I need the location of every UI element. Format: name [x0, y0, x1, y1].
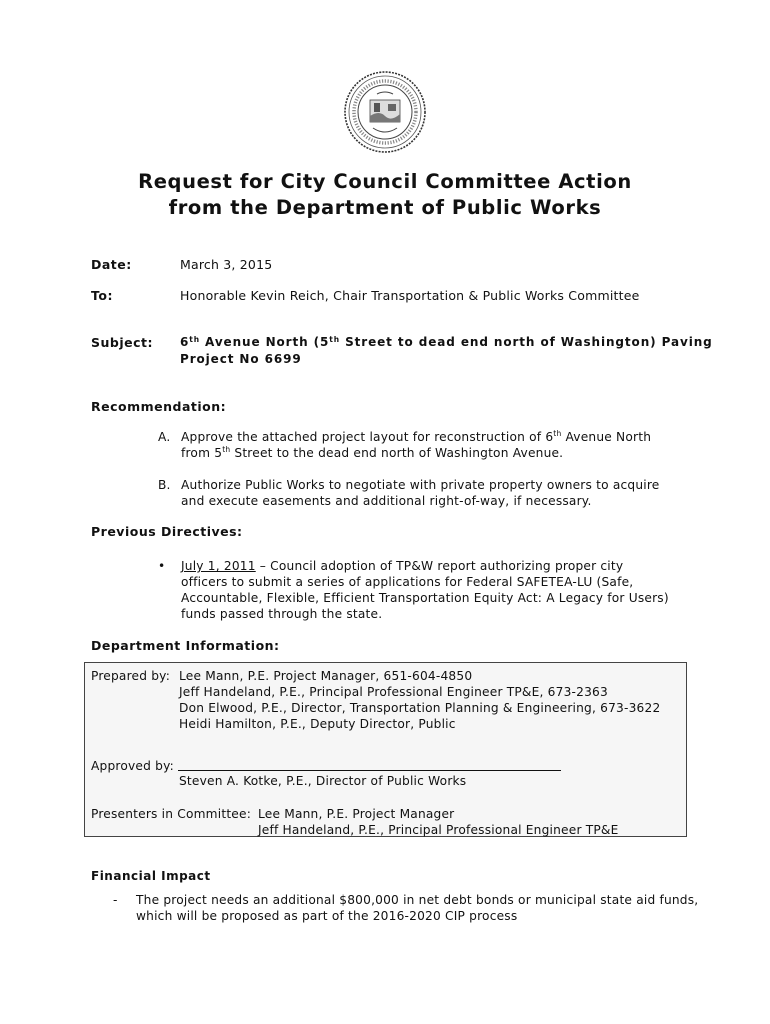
directive-text: – Council adoption of TP&W report authorizing proper city: [255, 559, 624, 573]
directive-line-2: officers to submit a series of applications for Federal SAFETEA-LU (Safe,: [181, 575, 634, 589]
to-label: To:: [91, 288, 113, 303]
rec-b-line-1: Authorize Public Works to negotiate with private property owners to acquire: [181, 478, 660, 492]
previous-directive-item: [181, 558, 701, 622]
to-value: Honorable Kevin Reich, Chair Transportation & Public Works Committee: [180, 288, 640, 303]
rec-b-text: [181, 477, 701, 509]
city-seal-icon: [343, 70, 427, 154]
preparer-line: Heidi Hamilton, P.E., Deputy Director, Public: [179, 717, 456, 731]
approver-name: Steven A. Kotke, P.E., Director of Public Works: [179, 774, 467, 788]
signature-line: [178, 770, 561, 771]
title-line-2: from the Department of Public Works: [168, 196, 602, 219]
rec-sup: th: [222, 445, 231, 454]
presenter-line: Lee Mann, P.E. Project Manager: [258, 807, 455, 821]
financial-impact-text: [136, 892, 736, 924]
rec-sup: th: [553, 429, 562, 438]
subject-line-2: Project No 6699: [180, 352, 302, 366]
subject-value: [180, 334, 713, 368]
financial-impact-heading: Financial Impact: [91, 869, 211, 883]
subject-sup: th: [329, 335, 341, 344]
subject-part: 6: [180, 335, 190, 349]
rec-part: Street to the dead end north of Washington Avenue.: [230, 446, 564, 460]
approved-by-label: Approved by:: [91, 759, 174, 773]
subject-part: Street to dead end north of Washington) Paving: [340, 335, 713, 349]
rec-b-marker: B.: [158, 478, 171, 492]
presenters-label: Presenters in Committee:: [91, 807, 251, 821]
rec-a-line-2: [181, 445, 681, 461]
rec-b-line-2: and execute easements and additional right-of-way, if necessary.: [181, 494, 592, 508]
rec-part: Approve the attached project layout for reconstruction of 6: [181, 430, 554, 444]
title-line-1: Request for City Council Committee Action: [138, 170, 632, 193]
rec-part: Avenue North: [561, 430, 652, 444]
directive-date-link: July 1, 2011: [181, 559, 256, 573]
subject-line-1: [180, 334, 713, 351]
rec-a-marker: A.: [158, 430, 171, 444]
rec-part: from 5: [181, 446, 223, 460]
preparer-line: Don Elwood, P.E., Director, Transportation Planning & Engineering, 673-3622: [179, 701, 661, 715]
directive-line-3: Accountable, Flexible, Efficient Transportation Equity Act: A Legacy for Users): [181, 591, 669, 605]
subject-label: Subject:: [91, 335, 153, 350]
bullet-icon: •: [158, 559, 166, 573]
directive-line-4: funds passed through the state.: [181, 607, 383, 621]
preparer-line: Lee Mann, P.E. Project Manager, 651-604-4850: [179, 669, 473, 683]
directive-line-1: [181, 558, 701, 574]
date-label: Date:: [91, 257, 132, 272]
department-info-heading: Department Information:: [91, 638, 280, 653]
previous-directives-heading: Previous Directives:: [91, 524, 243, 539]
prepared-by-label: Prepared by:: [91, 669, 170, 683]
rec-a-line-1: [181, 429, 681, 445]
subject-part: Avenue North (5: [199, 335, 330, 349]
financial-line-1: The project needs an additional $800,000 in net debt bonds or municipal state aid funds,: [136, 893, 699, 907]
financial-dash: -: [113, 893, 118, 907]
presenter-line: Jeff Handeland, P.E., Principal Professional Engineer TP&E: [258, 823, 619, 837]
subject-sup: th: [189, 335, 200, 344]
financial-line-2: which will be proposed as part of the 2016-2020 CIP process: [136, 909, 518, 923]
preparer-line: Jeff Handeland, P.E., Principal Professional Engineer TP&E, 673-2363: [179, 685, 608, 699]
rec-a-text: [181, 429, 681, 461]
recommendation-heading: Recommendation:: [91, 399, 227, 414]
date-value: March 3, 2015: [180, 257, 273, 272]
prepared-by-list: [179, 668, 660, 732]
